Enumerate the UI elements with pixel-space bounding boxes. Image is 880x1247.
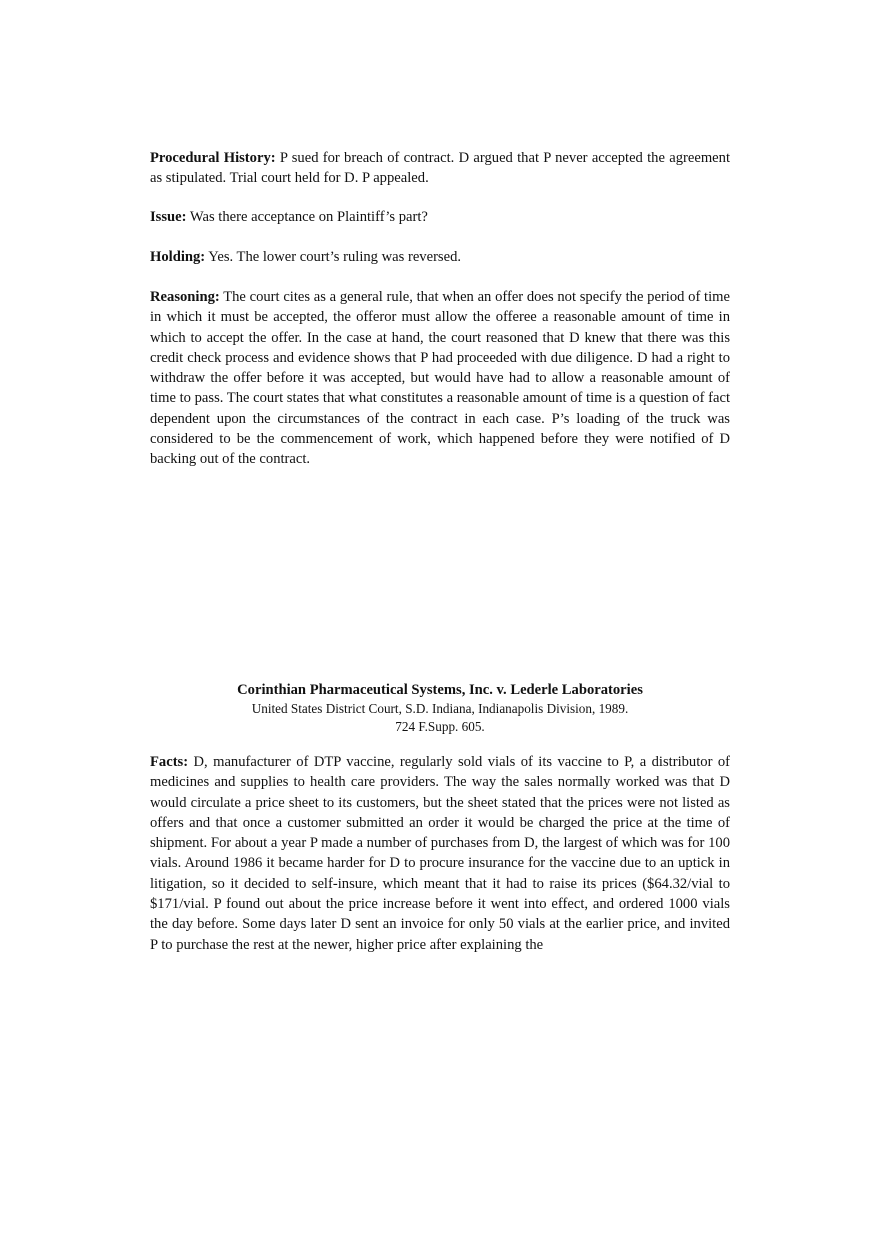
case-heading	[150, 680, 730, 736]
holding-paragraph	[150, 247, 730, 267]
procedural-history-label: Procedural History:	[150, 150, 276, 166]
procedural-history-text: P sued for breach of contract. D argued that P never accepted the agreement as stipulated. Trial court held for D. P appealed.	[150, 150, 731, 187]
issue-label: Issue:	[150, 209, 187, 225]
holding-label: Holding:	[150, 249, 206, 265]
case-citation: 724 F.Supp. 605.	[395, 719, 485, 734]
procedural-history-paragraph	[150, 148, 730, 189]
reasoning-label: Reasoning:	[150, 289, 220, 305]
facts-paragraph	[150, 752, 730, 955]
facts-label: Facts:	[150, 754, 189, 770]
reasoning-text: The court cites as a general rule, that when an offer does not specify the period of time in which it must be accepted, the offeror must allow the offeree a reasonable amount of time in which to accept the offer. In the case at hand, the court reasoned that D knew that there was this credit check process and evidence shows that P had proceeded with due diligence. D had a right to withdraw the offer before it was accepted, but would have had to allow a reasonable amount of time to pass. The court states that what constitutes a reasonable amount of time is a question of fact dependent upon the circumstances of the contract in each case. P’s loading of the truck was considered to be the commencement of work, which happened before they were notified of D backing out of the contract.	[150, 289, 730, 468]
issue-text: Was there acceptance on Plaintiff’s part?	[186, 209, 428, 225]
holding-text: Yes. The lower court’s ruling was reversed.	[205, 249, 462, 265]
case-court: United States District Court, S.D. Indiana, Indianapolis Division, 1989.	[251, 701, 629, 716]
facts-text: D, manufacturer of DTP vaccine, regularly sold vials of its vaccine to P, a distributor of medicines and supplies to health care providers. The way the sales normally worked was that D would circulate a price sheet to its customers, but the sheet stated that the prices were not listed as offers and that once a customer submitted an order it would be charged the price at the time of shipment. For about a year P made a number of purchases from D, the largest of which was for 100 vials. Around 1986 it became harder for D to procure insurance for the vaccine due to an uptick in litigation, so it decided to self-insure, which meant that it had to raise its prices ($64.32/vial to $171/vial. P found out about the price increase before it went into effect, and ordered 1000 vials the day before. Some days later D sent an invoice for only 50 vials at the earlier price, and invited P to purchase the rest at the newer, higher price after explaining the	[150, 754, 730, 953]
reasoning-paragraph	[150, 287, 730, 470]
issue-paragraph	[150, 207, 730, 227]
case-title: Corinthian Pharmaceutical Systems, Inc. v. Lederle Laboratories	[237, 682, 643, 698]
